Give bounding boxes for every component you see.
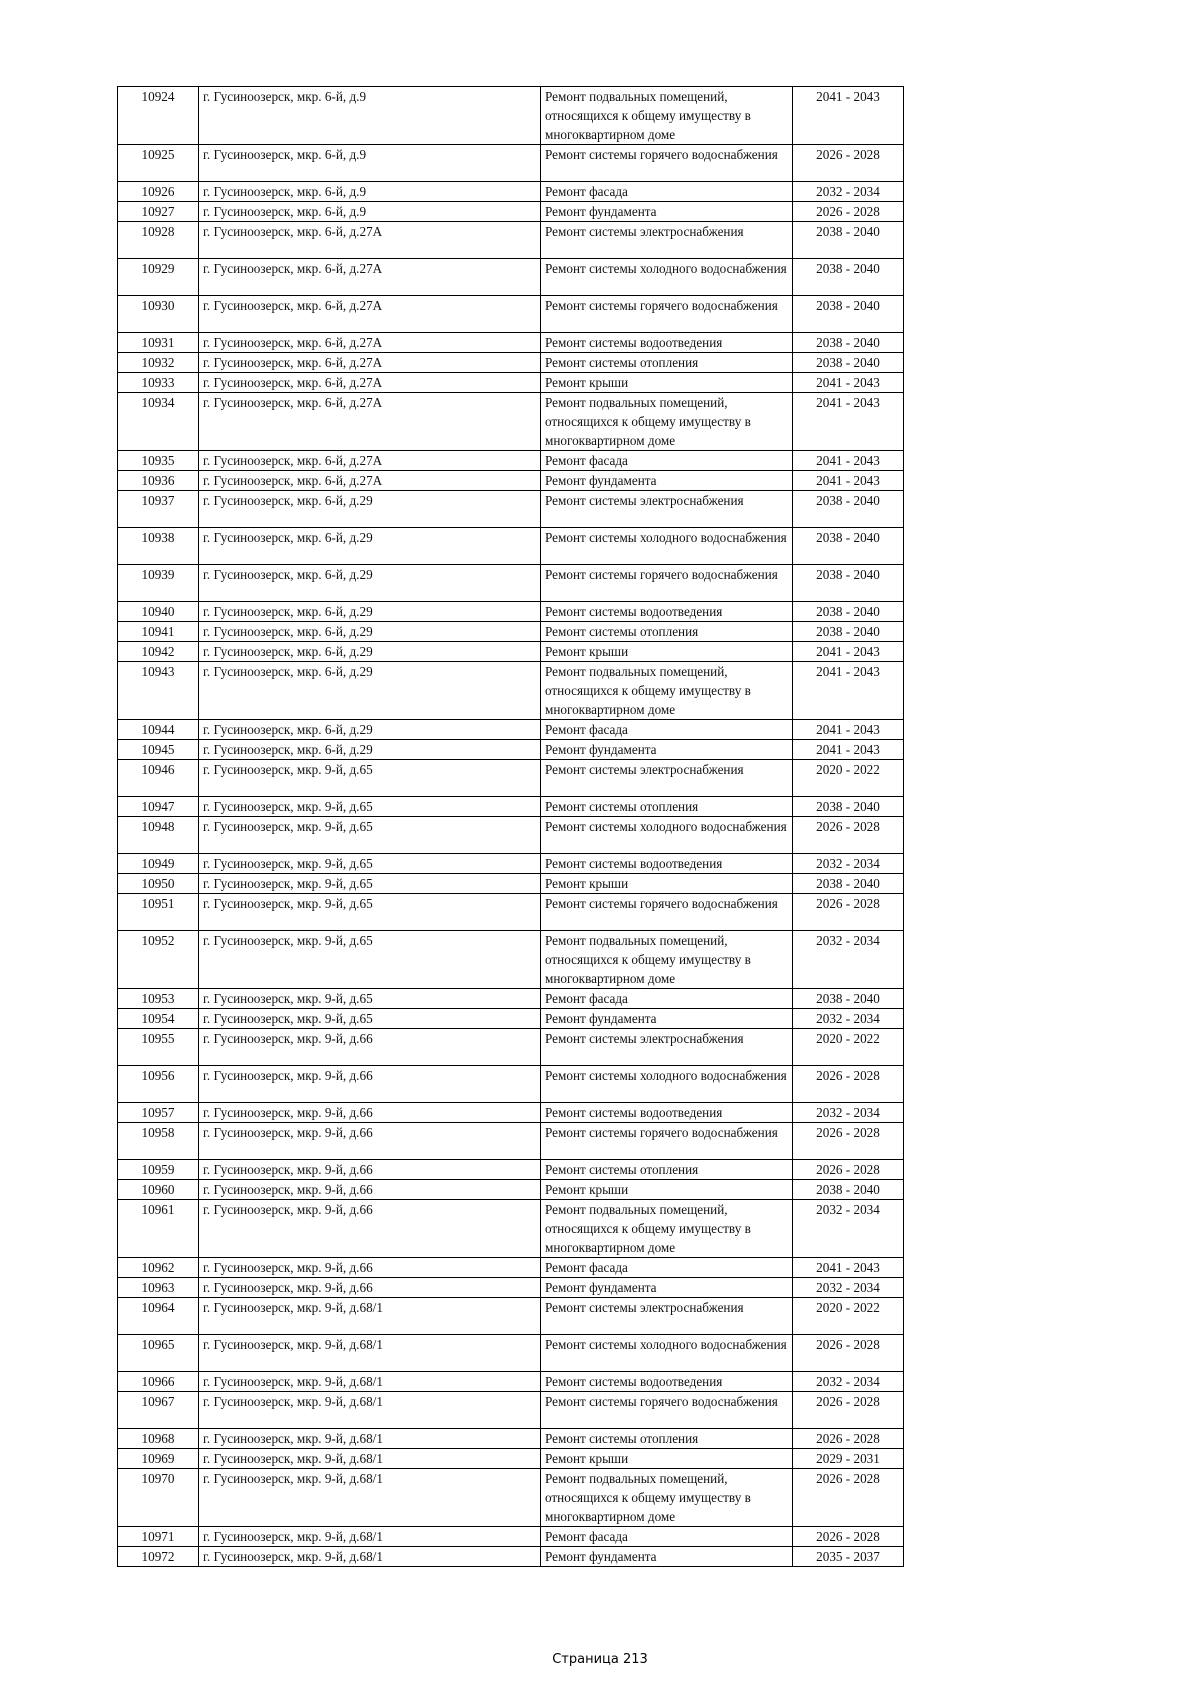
page-number: Страница 213 <box>552 1652 648 1667</box>
address-cell: г. Гусиноозерск, мкр. 9-й, д.66 <box>199 1258 541 1278</box>
work-type-cell: Ремонт системы водоотведения <box>541 1103 793 1123</box>
row-number-cell: 10946 <box>118 760 199 797</box>
table-row <box>118 1180 904 1200</box>
address-cell: г. Гусиноозерск, мкр. 9-й, д.65 <box>199 931 541 989</box>
row-number-cell: 10969 <box>118 1449 199 1469</box>
period-cell: 2038 - 2040 <box>793 528 904 565</box>
address-cell: г. Гусиноозерск, мкр. 9-й, д.68/1 <box>199 1547 541 1567</box>
period-cell: 2020 - 2022 <box>793 1298 904 1335</box>
period-cell: 2032 - 2034 <box>793 1103 904 1123</box>
table-row <box>118 817 904 854</box>
table-body <box>118 87 904 1567</box>
work-type-cell: Ремонт подвальных помещений, относящихся к общему имуществу в многоквартирном доме <box>541 1200 793 1258</box>
table-row <box>118 451 904 471</box>
work-type-cell: Ремонт крыши <box>541 373 793 393</box>
period-cell: 2041 - 2043 <box>793 471 904 491</box>
address-cell: г. Гусиноозерск, мкр. 9-й, д.68/1 <box>199 1392 541 1429</box>
period-cell: 2032 - 2034 <box>793 854 904 874</box>
table-row <box>118 491 904 528</box>
table-row <box>118 565 904 602</box>
work-type-cell: Ремонт крыши <box>541 1449 793 1469</box>
row-number-cell: 10971 <box>118 1527 199 1547</box>
work-type-cell: Ремонт системы отопления <box>541 797 793 817</box>
period-cell: 2038 - 2040 <box>793 222 904 259</box>
period-cell: 2038 - 2040 <box>793 989 904 1009</box>
period-cell: 2041 - 2043 <box>793 451 904 471</box>
period-cell: 2026 - 2028 <box>793 894 904 931</box>
table-row <box>118 854 904 874</box>
table-row <box>118 740 904 760</box>
address-cell: г. Гусиноозерск, мкр. 9-й, д.66 <box>199 1278 541 1298</box>
row-number-cell: 10967 <box>118 1392 199 1429</box>
row-number-cell: 10954 <box>118 1009 199 1029</box>
period-cell: 2026 - 2028 <box>793 1392 904 1429</box>
period-cell: 2038 - 2040 <box>793 491 904 528</box>
row-number-cell: 10935 <box>118 451 199 471</box>
row-number-cell: 10944 <box>118 720 199 740</box>
period-cell: 2020 - 2022 <box>793 1029 904 1066</box>
address-cell: г. Гусиноозерск, мкр. 6-й, д.29 <box>199 720 541 740</box>
work-type-cell: Ремонт фундамента <box>541 1547 793 1567</box>
row-number-cell: 10933 <box>118 373 199 393</box>
work-type-cell: Ремонт системы электроснабжения <box>541 1298 793 1335</box>
work-type-cell: Ремонт системы отопления <box>541 1160 793 1180</box>
repair-schedule-table <box>117 86 904 1567</box>
period-cell: 2038 - 2040 <box>793 259 904 296</box>
period-cell: 2038 - 2040 <box>793 565 904 602</box>
work-type-cell: Ремонт фундамента <box>541 471 793 491</box>
row-number-cell: 10963 <box>118 1278 199 1298</box>
work-type-cell: Ремонт крыши <box>541 642 793 662</box>
address-cell: г. Гусиноозерск, мкр. 9-й, д.66 <box>199 1160 541 1180</box>
address-cell: г. Гусиноозерск, мкр. 6-й, д.27А <box>199 296 541 333</box>
work-type-cell: Ремонт фасада <box>541 451 793 471</box>
address-cell: г. Гусиноозерск, мкр. 9-й, д.68/1 <box>199 1469 541 1527</box>
row-number-cell: 10934 <box>118 393 199 451</box>
table-row <box>118 894 904 931</box>
work-type-cell: Ремонт фундамента <box>541 1009 793 1029</box>
period-cell: 2029 - 2031 <box>793 1449 904 1469</box>
work-type-cell: Ремонт системы электроснабжения <box>541 222 793 259</box>
table-row <box>118 1335 904 1372</box>
row-number-cell: 10940 <box>118 602 199 622</box>
work-type-cell: Ремонт системы горячего водоснабжения <box>541 565 793 602</box>
table-row <box>118 1029 904 1066</box>
work-type-cell: Ремонт системы холодного водоснабжения <box>541 259 793 296</box>
row-number-cell: 10970 <box>118 1469 199 1527</box>
table-row <box>118 1392 904 1429</box>
address-cell: г. Гусиноозерск, мкр. 6-й, д.27А <box>199 393 541 451</box>
row-number-cell: 10961 <box>118 1200 199 1258</box>
address-cell: г. Гусиноозерск, мкр. 6-й, д.29 <box>199 642 541 662</box>
table-row <box>118 662 904 720</box>
table-row <box>118 1103 904 1123</box>
work-type-cell: Ремонт системы водоотведения <box>541 1372 793 1392</box>
period-cell: 2035 - 2037 <box>793 1547 904 1567</box>
table-row <box>118 1200 904 1258</box>
address-cell: г. Гусиноозерск, мкр. 9-й, д.65 <box>199 1009 541 1029</box>
period-cell: 2038 - 2040 <box>793 797 904 817</box>
row-number-cell: 10936 <box>118 471 199 491</box>
row-number-cell: 10966 <box>118 1372 199 1392</box>
row-number-cell: 10945 <box>118 740 199 760</box>
period-cell: 2038 - 2040 <box>793 333 904 353</box>
table-row <box>118 797 904 817</box>
table-row <box>118 874 904 894</box>
address-cell: г. Гусиноозерск, мкр. 6-й, д.27А <box>199 222 541 259</box>
work-type-cell: Ремонт системы горячего водоснабжения <box>541 1123 793 1160</box>
address-cell: г. Гусиноозерск, мкр. 9-й, д.66 <box>199 1066 541 1103</box>
row-number-cell: 10968 <box>118 1429 199 1449</box>
row-number-cell: 10942 <box>118 642 199 662</box>
address-cell: г. Гусиноозерск, мкр. 9-й, д.68/1 <box>199 1372 541 1392</box>
table-row <box>118 145 904 182</box>
address-cell: г. Гусиноозерск, мкр. 6-й, д.27А <box>199 451 541 471</box>
row-number-cell: 10965 <box>118 1335 199 1372</box>
row-number-cell: 10926 <box>118 182 199 202</box>
table-row <box>118 222 904 259</box>
table-row <box>118 1278 904 1298</box>
row-number-cell: 10925 <box>118 145 199 182</box>
work-type-cell: Ремонт системы электроснабжения <box>541 1029 793 1066</box>
table-row <box>118 760 904 797</box>
row-number-cell: 10964 <box>118 1298 199 1335</box>
work-type-cell: Ремонт системы отопления <box>541 1429 793 1449</box>
table-row <box>118 87 904 145</box>
table-row <box>118 1449 904 1469</box>
row-number-cell: 10943 <box>118 662 199 720</box>
period-cell: 2026 - 2028 <box>793 1160 904 1180</box>
work-type-cell: Ремонт системы холодного водоснабжения <box>541 817 793 854</box>
table-row <box>118 642 904 662</box>
table-row <box>118 471 904 491</box>
address-cell: г. Гусиноозерск, мкр. 6-й, д.29 <box>199 491 541 528</box>
table-row <box>118 182 904 202</box>
work-type-cell: Ремонт системы холодного водоснабжения <box>541 1066 793 1103</box>
period-cell: 2038 - 2040 <box>793 353 904 373</box>
period-cell: 2041 - 2043 <box>793 642 904 662</box>
address-cell: г. Гусиноозерск, мкр. 9-й, д.68/1 <box>199 1449 541 1469</box>
row-number-cell: 10941 <box>118 622 199 642</box>
work-type-cell: Ремонт фасада <box>541 1258 793 1278</box>
work-type-cell: Ремонт системы холодного водоснабжения <box>541 528 793 565</box>
address-cell: г. Гусиноозерск, мкр. 6-й, д.9 <box>199 87 541 145</box>
address-cell: г. Гусиноозерск, мкр. 6-й, д.29 <box>199 662 541 720</box>
period-cell: 2026 - 2028 <box>793 1527 904 1547</box>
period-cell: 2041 - 2043 <box>793 1258 904 1278</box>
period-cell: 2038 - 2040 <box>793 1180 904 1200</box>
address-cell: г. Гусиноозерск, мкр. 6-й, д.9 <box>199 145 541 182</box>
address-cell: г. Гусиноозерск, мкр. 9-й, д.65 <box>199 894 541 931</box>
table-row <box>118 333 904 353</box>
work-type-cell: Ремонт системы водоотведения <box>541 854 793 874</box>
period-cell: 2032 - 2034 <box>793 182 904 202</box>
table-row <box>118 296 904 333</box>
address-cell: г. Гусиноозерск, мкр. 6-й, д.9 <box>199 202 541 222</box>
address-cell: г. Гусиноозерск, мкр. 6-й, д.29 <box>199 602 541 622</box>
table-row <box>118 1258 904 1278</box>
row-number-cell: 10947 <box>118 797 199 817</box>
work-type-cell: Ремонт системы горячего водоснабжения <box>541 145 793 182</box>
row-number-cell: 10928 <box>118 222 199 259</box>
address-cell: г. Гусиноозерск, мкр. 9-й, д.66 <box>199 1029 541 1066</box>
address-cell: г. Гусиноозерск, мкр. 9-й, д.65 <box>199 854 541 874</box>
table-row <box>118 1066 904 1103</box>
row-number-cell: 10929 <box>118 259 199 296</box>
address-cell: г. Гусиноозерск, мкр. 9-й, д.66 <box>199 1103 541 1123</box>
work-type-cell: Ремонт фасада <box>541 1527 793 1547</box>
work-type-cell: Ремонт системы водоотведения <box>541 602 793 622</box>
table-row <box>118 931 904 989</box>
address-cell: г. Гусиноозерск, мкр. 9-й, д.68/1 <box>199 1429 541 1449</box>
table-row <box>118 602 904 622</box>
table-row <box>118 393 904 451</box>
row-number-cell: 10951 <box>118 894 199 931</box>
period-cell: 2041 - 2043 <box>793 87 904 145</box>
row-number-cell: 10962 <box>118 1258 199 1278</box>
table-row <box>118 989 904 1009</box>
row-number-cell: 10958 <box>118 1123 199 1160</box>
work-type-cell: Ремонт системы отопления <box>541 622 793 642</box>
work-type-cell: Ремонт фасада <box>541 989 793 1009</box>
table-row <box>118 1160 904 1180</box>
period-cell: 2026 - 2028 <box>793 145 904 182</box>
address-cell: г. Гусиноозерск, мкр. 6-й, д.29 <box>199 565 541 602</box>
row-number-cell: 10953 <box>118 989 199 1009</box>
period-cell: 2026 - 2028 <box>793 817 904 854</box>
table-row <box>118 1429 904 1449</box>
work-type-cell: Ремонт фасада <box>541 720 793 740</box>
row-number-cell: 10949 <box>118 854 199 874</box>
address-cell: г. Гусиноозерск, мкр. 9-й, д.66 <box>199 1200 541 1258</box>
table-row <box>118 373 904 393</box>
work-type-cell: Ремонт подвальных помещений, относящихся к общему имуществу в многоквартирном доме <box>541 662 793 720</box>
table-row <box>118 1547 904 1567</box>
period-cell: 2026 - 2028 <box>793 1469 904 1527</box>
period-cell: 2032 - 2034 <box>793 1200 904 1258</box>
work-type-cell: Ремонт системы горячего водоснабжения <box>541 894 793 931</box>
address-cell: г. Гусиноозерск, мкр. 9-й, д.65 <box>199 797 541 817</box>
period-cell: 2026 - 2028 <box>793 1429 904 1449</box>
work-type-cell: Ремонт системы водоотведения <box>541 333 793 353</box>
table-row <box>118 202 904 222</box>
address-cell: г. Гусиноозерск, мкр. 9-й, д.65 <box>199 989 541 1009</box>
address-cell: г. Гусиноозерск, мкр. 9-й, д.66 <box>199 1180 541 1200</box>
table-row <box>118 1372 904 1392</box>
row-number-cell: 10931 <box>118 333 199 353</box>
period-cell: 2038 - 2040 <box>793 874 904 894</box>
table-row <box>118 720 904 740</box>
table-row <box>118 353 904 373</box>
table-row <box>118 1298 904 1335</box>
row-number-cell: 10952 <box>118 931 199 989</box>
row-number-cell: 10932 <box>118 353 199 373</box>
address-cell: г. Гусиноозерск, мкр. 6-й, д.29 <box>199 528 541 565</box>
work-type-cell: Ремонт системы горячего водоснабжения <box>541 296 793 333</box>
address-cell: г. Гусиноозерск, мкр. 9-й, д.65 <box>199 817 541 854</box>
work-type-cell: Ремонт фундамента <box>541 740 793 760</box>
address-cell: г. Гусиноозерск, мкр. 6-й, д.27А <box>199 471 541 491</box>
period-cell: 2041 - 2043 <box>793 720 904 740</box>
period-cell: 2038 - 2040 <box>793 296 904 333</box>
row-number-cell: 10937 <box>118 491 199 528</box>
address-cell: г. Гусиноозерск, мкр. 9-й, д.65 <box>199 874 541 894</box>
period-cell: 2032 - 2034 <box>793 1278 904 1298</box>
period-cell: 2041 - 2043 <box>793 393 904 451</box>
work-type-cell: Ремонт подвальных помещений, относящихся к общему имуществу в многоквартирном доме <box>541 87 793 145</box>
row-number-cell: 10927 <box>118 202 199 222</box>
work-type-cell: Ремонт подвальных помещений, относящихся к общему имуществу в многоквартирном доме <box>541 931 793 989</box>
period-cell: 2026 - 2028 <box>793 202 904 222</box>
period-cell: 2041 - 2043 <box>793 740 904 760</box>
address-cell: г. Гусиноозерск, мкр. 9-й, д.66 <box>199 1123 541 1160</box>
period-cell: 2041 - 2043 <box>793 373 904 393</box>
table-row <box>118 259 904 296</box>
period-cell: 2038 - 2040 <box>793 602 904 622</box>
period-cell: 2038 - 2040 <box>793 622 904 642</box>
row-number-cell: 10924 <box>118 87 199 145</box>
address-cell: г. Гусиноозерск, мкр. 6-й, д.29 <box>199 740 541 760</box>
work-type-cell: Ремонт крыши <box>541 874 793 894</box>
address-cell: г. Гусиноозерск, мкр. 6-й, д.9 <box>199 182 541 202</box>
address-cell: г. Гусиноозерск, мкр. 9-й, д.68/1 <box>199 1527 541 1547</box>
period-cell: 2026 - 2028 <box>793 1335 904 1372</box>
table-row <box>118 1009 904 1029</box>
period-cell: 2032 - 2034 <box>793 1372 904 1392</box>
row-number-cell: 10972 <box>118 1547 199 1567</box>
work-type-cell: Ремонт системы холодного водоснабжения <box>541 1335 793 1372</box>
address-cell: г. Гусиноозерск, мкр. 6-й, д.27А <box>199 333 541 353</box>
work-type-cell: Ремонт системы горячего водоснабжения <box>541 1392 793 1429</box>
row-number-cell: 10957 <box>118 1103 199 1123</box>
work-type-cell: Ремонт фасада <box>541 182 793 202</box>
period-cell: 2026 - 2028 <box>793 1123 904 1160</box>
row-number-cell: 10950 <box>118 874 199 894</box>
row-number-cell: 10939 <box>118 565 199 602</box>
table-row <box>118 622 904 642</box>
row-number-cell: 10938 <box>118 528 199 565</box>
row-number-cell: 10930 <box>118 296 199 333</box>
row-number-cell: 10956 <box>118 1066 199 1103</box>
row-number-cell: 10960 <box>118 1180 199 1200</box>
table-row <box>118 1527 904 1547</box>
address-cell: г. Гусиноозерск, мкр. 6-й, д.27А <box>199 353 541 373</box>
table-row <box>118 1469 904 1527</box>
period-cell: 2041 - 2043 <box>793 662 904 720</box>
address-cell: г. Гусиноозерск, мкр. 6-й, д.29 <box>199 622 541 642</box>
work-type-cell: Ремонт системы электроснабжения <box>541 760 793 797</box>
work-type-cell: Ремонт подвальных помещений, относящихся к общему имуществу в многоквартирном доме <box>541 1469 793 1527</box>
work-type-cell: Ремонт крыши <box>541 1180 793 1200</box>
row-number-cell: 10948 <box>118 817 199 854</box>
address-cell: г. Гусиноозерск, мкр. 9-й, д.65 <box>199 760 541 797</box>
period-cell: 2026 - 2028 <box>793 1066 904 1103</box>
address-cell: г. Гусиноозерск, мкр. 9-й, д.68/1 <box>199 1298 541 1335</box>
table-row <box>118 528 904 565</box>
period-cell: 2032 - 2034 <box>793 931 904 989</box>
period-cell: 2020 - 2022 <box>793 760 904 797</box>
address-cell: г. Гусиноозерск, мкр. 9-й, д.68/1 <box>199 1335 541 1372</box>
work-type-cell: Ремонт фундамента <box>541 202 793 222</box>
address-cell: г. Гусиноозерск, мкр. 6-й, д.27А <box>199 373 541 393</box>
address-cell: г. Гусиноозерск, мкр. 6-й, д.27А <box>199 259 541 296</box>
work-type-cell: Ремонт системы отопления <box>541 353 793 373</box>
row-number-cell: 10959 <box>118 1160 199 1180</box>
row-number-cell: 10955 <box>118 1029 199 1066</box>
table-row <box>118 1123 904 1160</box>
work-type-cell: Ремонт фундамента <box>541 1278 793 1298</box>
work-type-cell: Ремонт системы электроснабжения <box>541 491 793 528</box>
work-type-cell: Ремонт подвальных помещений, относящихся к общему имуществу в многоквартирном доме <box>541 393 793 451</box>
period-cell: 2032 - 2034 <box>793 1009 904 1029</box>
